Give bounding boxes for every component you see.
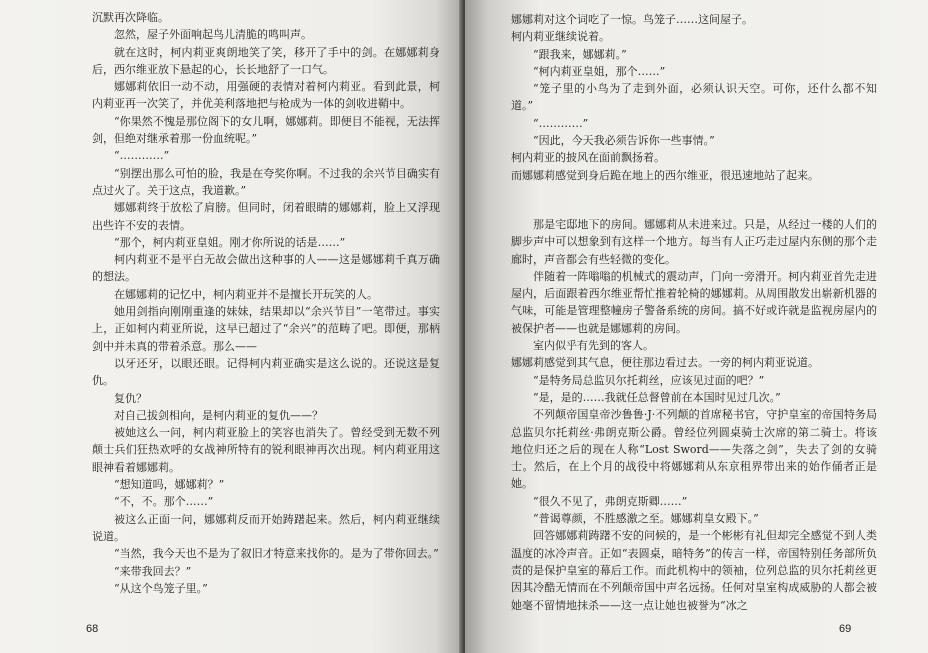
paragraph: “笼子里的小鸟为了走到外面，必须认识天空。可你，还什么都不知道。”: [511, 82, 877, 113]
paragraph: “从这个鸟笼子里。”: [114, 581, 208, 595]
paragraph: “不，不。那个……”: [114, 495, 214, 509]
paragraph: 娜娜莉依旧一动不动，用强硬的表情对着柯内莉亚。看到此景，柯内莉亚再一次笑了，并优美利落地把与枪成为一体的剑收进鞘中。: [92, 80, 440, 111]
paragraph: “普谒尊颜，不胜感激之至。娜娜莉皇女殿下。”: [533, 512, 759, 526]
paragraph: 沉默再次降临。: [92, 11, 169, 24]
paragraph: 忽然，屋子外面响起鸟儿清脆的鸣叫声。: [114, 28, 312, 42]
right-page-text: [511, 11, 877, 614]
left-page-number: 68: [86, 623, 99, 635]
paragraph: 回答娜娜莉踌躇不安的问候的，是一个彬彬有礼但却完全感觉不到人类温度的冰冷声音。正如“表圆桌，暗特务”的传言一样，帝国特别任务部所负责的是保护皇室的幕后工作。而此机构中的领袖，位列总监的贝尔托莉丝更因其冷酷无情而在不列颠帝国中声名远扬。任何对皇室构成威胁的人都会被她毫不留情地抹杀——这一点让她也被誉为“冰之: [511, 529, 877, 612]
paragraph: “来带我回去？”: [114, 564, 192, 578]
paragraph: 对自己拔剑相向，是柯内莉亚的复仇——？: [114, 408, 323, 422]
paragraph: 被她这么一问，柯内莉亚脸上的笑容也消失了。曾经受到无数不列颠士兵们狂热欢呼的女战神所特有的锐利眼神再次出现。柯内莉亚用这眼神看着娜娜莉。: [92, 426, 440, 474]
paragraph: 娜娜莉感觉到其气息，便往那边看过去。一旁的柯内莉亚说道。: [511, 356, 819, 370]
scene-one: [511, 11, 877, 184]
paragraph: “你果然不愧是那位阁下的女儿啊，娜娜莉。即便目不能视，无法挥剑，但绝对继承着那一份血统呢。”: [92, 114, 440, 146]
paragraph: “跟我来，娜娜莉。”: [533, 47, 627, 61]
paragraph: “是，是的……我就任总督曾前在本国时见过几次。”: [533, 390, 781, 404]
left-page: [0, 0, 463, 653]
paragraph: 柯内莉亚继续说着。: [511, 30, 610, 44]
scene-break: [511, 184, 877, 216]
paragraph: 柯内莉亚的披风在面前飘扬着。: [511, 151, 665, 165]
paragraph: “因此，今天我必须告诉你一些事情。”: [533, 134, 715, 148]
paragraph: “当然，我今天也不是为了叙旧才特意来找你的。是为了带你回去。”: [114, 547, 439, 561]
paragraph: 伴随着一阵嗡嗡的机械式的震动声，门向一旁滑开。柯内莉亚首先走进屋内，后面跟着西尔维亚帮忙推着轮椅的娜娜莉。从周围散发出崭新机器的气味，可能是管理整幢房子警备系统的房间。搞不好或许就是监视房屋内的被保护者——也就是娜娜莉的房间。: [511, 269, 877, 335]
right-page-number: 69: [839, 623, 852, 635]
paragraph: 娜娜莉对这个词吃了一惊。鸟笼子……这间屋子。: [511, 13, 753, 26]
paragraph: 她用剑指向刚刚重逢的妹妹，结果却以“余兴节目”一笔带过。事实上，正如柯内莉亚所说，这早已超过了“余兴”的范畴了吧。即便，那柄剑中并未真的带着杀意。那么——: [92, 305, 440, 353]
paragraph: 以牙还牙，以眼还眼。记得柯内莉亚确实是这么说的。还说这是复仇。: [92, 356, 440, 388]
paragraph: 复仇？: [114, 391, 147, 405]
paragraph: “是特务局总监贝尔托莉丝，应该见过面的吧？”: [533, 373, 765, 387]
paragraph: “…………”: [114, 149, 170, 163]
paragraph: “那个，柯内莉亚皇姐。刚才你所说的话是……”: [114, 235, 346, 249]
paragraph: “想知道吗，娜娜莉？”: [114, 478, 225, 492]
paragraph: 娜娜莉终于放松了肩膀。但同时，闭着眼睛的娜娜莉，脸上又浮现出些许不安的表情。: [92, 201, 440, 232]
paragraph: 柯内莉亚不是平白无故会做出这种事的人——这是娜娜莉千真万确的想法。: [92, 253, 440, 284]
paragraph: 被这么正面一问，娜娜莉反而开始踌躇起来。然后，柯内莉亚继续说道。: [92, 512, 440, 543]
paragraph: “…………”: [533, 116, 589, 130]
paragraph: 室内似乎有先到的客人。: [533, 339, 654, 353]
paragraph: 就在这时，柯内莉亚爽朗地笑了笑，移开了手中的剑。在娜娜莉身后，西尔维亚放下悬起的心，长长地舒了一口气。: [92, 45, 440, 76]
paragraph: 而娜娜莉感觉到身后跪在地上的西尔维亚，很迅速地站了起来。: [511, 168, 819, 182]
left-page-text: [92, 9, 440, 597]
paragraph: 在娜娜莉的记忆中，柯内莉亚并不是擅长开玩笑的人。: [114, 287, 378, 301]
paragraph: “柯内莉亚皇姐，那个……”: [533, 64, 666, 78]
right-page: [465, 0, 928, 653]
paragraph: “别摆出那么可怕的脸，我是在夸奖你啊。不过我的余兴节目确实有点过火了。关于这点，我道歉。”: [92, 166, 440, 197]
paragraph: 不列颠帝国皇帝沙鲁鲁·J·不列颠的首席秘书官，守护皇室的帝国特务局总监贝尔托莉丝·弗朗克斯公爵。曾经位列圆桌骑士次席的第二骑士。将该地位归还之后的现在人称“Lost Sword——失落之剑”，失去了剑的女骑士。然后，在上个月的战役中将娜娜莉从东京租界带出来的始作俑者正是她。: [511, 408, 877, 491]
paragraph: “很久不见了，弗朗克斯卿……”: [533, 494, 688, 508]
scene-two: [511, 216, 877, 614]
paragraph: 那是宅邸地下的房间。娜娜莉从未进来过。只是，从经过一楼的人们的脚步声中可以想象到有这样一个地方。每当有人正巧走过屋内东侧的那个走廊时，声音都会有些轻微的变化。: [511, 217, 877, 266]
